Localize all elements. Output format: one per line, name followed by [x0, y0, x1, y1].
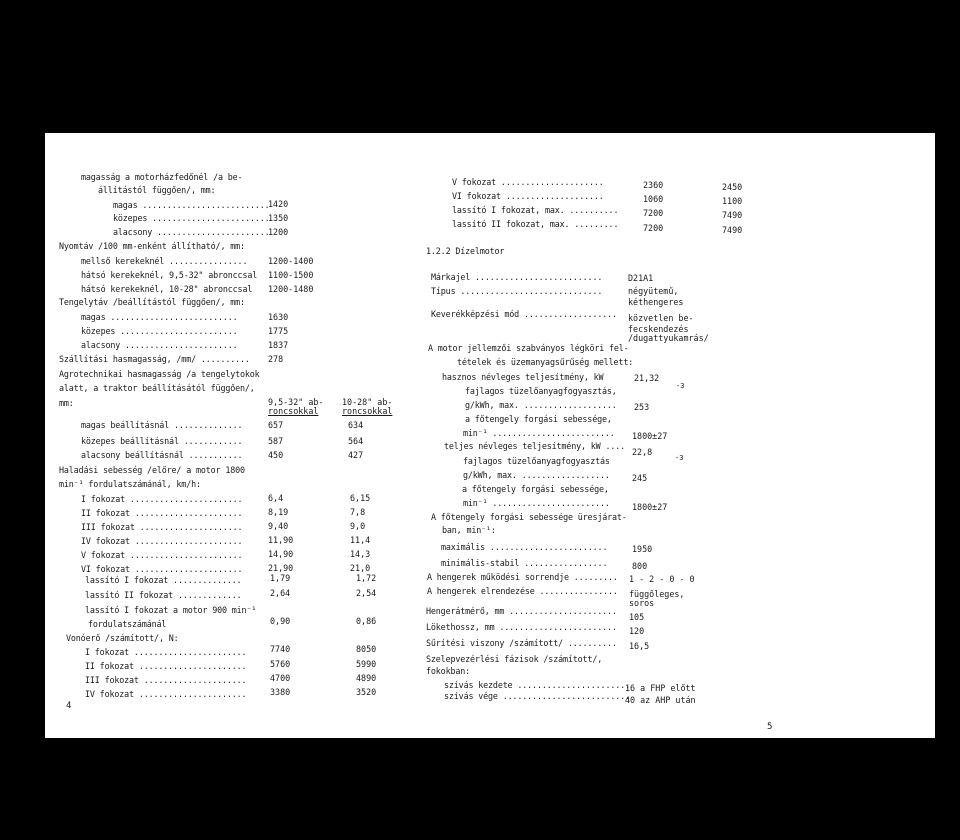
value-col1: 11,90	[268, 535, 294, 545]
value-col1: négyütemű,	[628, 286, 679, 296]
value-subscript: -3	[675, 454, 684, 462]
value-subscript: -3	[676, 382, 685, 390]
spec-line: magas ..........................	[113, 200, 270, 210]
spec-line: IV fokozat ......................	[81, 536, 243, 546]
spec-line: lassító II fokozat .............	[85, 590, 242, 600]
value-col1: függőleges,	[629, 589, 685, 599]
value-col2: 4890	[356, 673, 377, 683]
value-col1: /dugattyukamrás/	[628, 333, 709, 343]
spec-line: g/kWh, max. ..................	[463, 470, 610, 480]
spec-line: g/kWh, max. ...................	[465, 400, 617, 410]
value-col1: kéthengeres	[628, 297, 684, 307]
value-col1: 9,40	[268, 521, 289, 531]
value-col2: 11,4	[350, 535, 371, 545]
value-col1: 1775	[268, 326, 289, 336]
spec-line: Típus .............................	[431, 286, 603, 296]
value-col1: 0,90	[270, 616, 291, 626]
value-col1: 657	[268, 420, 284, 430]
spec-line: mellső kerekeknél ................	[81, 256, 248, 266]
value-col2: 427	[348, 450, 364, 460]
spec-line: mm:	[59, 398, 74, 408]
spec-line: Lökethossz, mm ........................	[426, 622, 617, 632]
value-col1: 14,90	[268, 549, 294, 559]
value-col1: 7200	[643, 208, 664, 218]
spec-line: fordulatszámánál	[88, 619, 167, 629]
value-col1: soros	[629, 598, 655, 608]
value-col1: 1100-1500	[268, 270, 314, 280]
value-col1: 1800±27	[632, 502, 668, 512]
document-page	[45, 133, 935, 738]
value-col1: 2,64	[270, 588, 291, 598]
value-col1: 40 az AHP után	[625, 695, 696, 705]
value-col2: 14,3	[350, 549, 371, 559]
value-col2: roncsokkal	[342, 406, 393, 416]
value-col1: 3380	[270, 687, 291, 697]
spec-line: lassító II fokozat, max. .........	[452, 219, 619, 229]
spec-line: Sűrítési viszony /számított/ ..........	[426, 638, 617, 648]
spec-line: teljes névleges teljesítmény, kW ....	[444, 441, 626, 451]
value-col2: 8050	[356, 644, 377, 654]
value-col2: 7490	[722, 210, 743, 220]
value-col1: 587	[268, 436, 284, 446]
spec-line: VI fokozat ....................	[452, 191, 604, 201]
spec-line: alacsony .......................	[113, 227, 270, 237]
value-col1: fecskendezés	[628, 324, 689, 334]
page-number: 4	[66, 701, 72, 711]
spec-line: fokokban:	[426, 666, 471, 676]
value-col1: 1060	[643, 194, 664, 204]
value-col1: 16,5	[629, 641, 650, 651]
spec-line: I fokozat .......................	[85, 647, 247, 657]
spec-line: lassító I fokozat a motor 900 min⁻¹	[85, 605, 257, 615]
value-col1: 450	[268, 450, 284, 460]
value-col1: 7740	[270, 644, 291, 654]
spec-line: Szelepvezérlési fázisok /számított/,	[426, 654, 603, 664]
spec-line: a főtengely forgási sebessége,	[465, 414, 612, 424]
value-col2: 1,72	[356, 573, 377, 583]
spec-line: II fokozat ......................	[85, 661, 247, 671]
value-col1: 7200	[643, 223, 664, 233]
spec-line: maximális ........................	[441, 542, 608, 552]
page-number: 5	[767, 722, 773, 732]
spec-line: alacsony beállításnál ...........	[81, 450, 243, 460]
value-col1: 1837	[268, 340, 289, 350]
value-col1: roncsokkal	[268, 406, 319, 416]
value-col1: 5760	[270, 659, 291, 669]
spec-line: alatt, a traktor beállításától függően/,	[59, 383, 255, 393]
value-col2: 1100	[722, 196, 743, 206]
value-col1: 21,90	[268, 563, 294, 573]
value-col1: 253	[634, 402, 650, 412]
spec-line: Agrotechnikai hasmagasság /a tengelytokok	[59, 369, 260, 379]
spec-line: Haladási sebesség /előre/ a motor 1800	[59, 465, 245, 475]
value-col1: 21,32	[634, 373, 660, 383]
spec-line: állítástól függően/, mm:	[98, 185, 216, 195]
spec-line: A hengerek működési sorrendje .........	[427, 572, 618, 582]
spec-line: hasznos névleges teljesítmény, kW	[442, 372, 604, 382]
spec-line: szívás vége ..........................	[444, 691, 630, 701]
value-col1: 278	[268, 354, 284, 364]
spec-line: magas ..........................	[81, 312, 238, 322]
value-col1: 16 a FHP előtt	[625, 683, 696, 693]
spec-line: ban, min⁻¹:	[442, 525, 496, 535]
spec-line: alacsony .......................	[81, 340, 238, 350]
spec-line: hátsó kerekeknél, 10-28" abronccsal	[81, 284, 253, 294]
value-col1: 1950	[632, 544, 653, 554]
value-col2: 7490	[722, 225, 743, 235]
value-col1: 1200-1400	[268, 256, 314, 266]
value-col1: 22,8	[632, 447, 653, 457]
value-col1: 800	[632, 561, 648, 571]
value-col1: 1,79	[270, 573, 291, 583]
value-col2: 5990	[356, 659, 377, 669]
spec-line: min⁻¹ .........................	[463, 428, 615, 438]
value-col2: 10-28" ab-	[342, 397, 393, 407]
spec-line: közepes beállításnál ............	[81, 436, 243, 446]
spec-line: III fokozat .....................	[85, 675, 247, 685]
spec-line: A főtengely forgási sebessége üresjárat-	[431, 512, 627, 522]
value-col1: 1350	[268, 213, 289, 223]
spec-line: magas beállításnál ..............	[81, 420, 243, 430]
spec-line: I fokozat .......................	[81, 494, 243, 504]
value-col2: 9,0	[350, 521, 366, 531]
value-col2: 21,0	[350, 563, 371, 573]
spec-line: fajlagos tüzelőanyagfogyasztás	[463, 456, 610, 466]
spec-line: Vonóerő /számított/, N:	[66, 633, 179, 643]
value-col1: D21A1	[628, 273, 654, 283]
value-col2: 3520	[356, 687, 377, 697]
spec-line: Hengerátmérő, mm ......................	[426, 606, 617, 616]
value-col1: 1200-1480	[268, 284, 314, 294]
spec-line: Nyomtáv /100 mm-enként állítható/, mm:	[59, 241, 245, 251]
value-col1: 2360	[643, 180, 664, 190]
value-col2: 2450	[722, 182, 743, 192]
spec-line: lassító I fokozat, max. ..........	[452, 205, 619, 215]
spec-line: közepes ........................	[113, 213, 270, 223]
value-col1: 1200	[268, 227, 289, 237]
spec-line: fajlagos tüzelőanyagfogyasztás,	[465, 386, 617, 396]
value-col1: 105	[629, 612, 645, 622]
value-col2: 0,86	[356, 616, 377, 626]
value-col2: 2,54	[356, 588, 377, 598]
spec-line: a főtengely forgási sebessége,	[462, 484, 609, 494]
section-heading: 1.2.2 Dízelmotor	[426, 246, 505, 256]
spec-line: szívás kezdete .......................	[444, 680, 630, 690]
spec-line: Keverékképzési mód ...................	[431, 309, 617, 319]
value-col1: 1800±27	[632, 431, 668, 441]
value-col1: 9,5-32" ab-	[268, 397, 324, 407]
spec-line: tételek és üzemanyagsűrűség mellett:	[457, 357, 634, 367]
value-col1: 120	[629, 626, 645, 636]
value-col2: 6,15	[350, 493, 371, 503]
spec-line: VI fokozat ......................	[81, 564, 243, 574]
spec-line: V fokozat .....................	[452, 177, 604, 187]
spec-line: Szállítási hasmagasság, /mm/ ..........	[59, 354, 250, 364]
value-col2: 634	[348, 420, 364, 430]
value-col1: 1420	[268, 199, 289, 209]
value-col1: közvetlen be-	[628, 313, 694, 323]
spec-line: min⁻¹ ........................	[463, 498, 610, 508]
value-col2: 7,8	[350, 507, 366, 517]
spec-line: hátsó kerekeknél, 9,5-32" abronccsal	[81, 270, 258, 280]
value-col1: 1 - 2 - 0 - 0	[629, 574, 695, 584]
value-col1: 4700	[270, 673, 291, 683]
spec-line: minimális-stabil .................	[441, 558, 608, 568]
spec-line: Tengelytáv /beállítástól függően/, mm:	[59, 297, 245, 307]
value-col2: 564	[348, 436, 364, 446]
spec-line: Márkajel ..........................	[431, 272, 603, 282]
spec-line: II fokozat ......................	[81, 508, 243, 518]
value-col1: 245	[632, 473, 648, 483]
spec-line: A motor jellemzői szabványos légköri fel-	[428, 343, 629, 353]
value-col1: 6,4	[268, 493, 284, 503]
spec-line: lassító I fokozat ..............	[85, 575, 242, 585]
value-col1: 1630	[268, 312, 289, 322]
spec-line: min⁻¹ fordulatszámánál, km/h:	[59, 479, 201, 489]
spec-line: magasság a motorházfedőnél /a be-	[81, 172, 243, 182]
spec-line: IV fokozat ......................	[85, 689, 247, 699]
spec-line: közepes ........................	[81, 326, 238, 336]
spec-line: III fokozat .....................	[81, 522, 243, 532]
spec-line: A hengerek elrendezése ................	[427, 586, 618, 596]
spec-line: V fokozat .......................	[81, 550, 243, 560]
value-col1: 8,19	[268, 507, 289, 517]
